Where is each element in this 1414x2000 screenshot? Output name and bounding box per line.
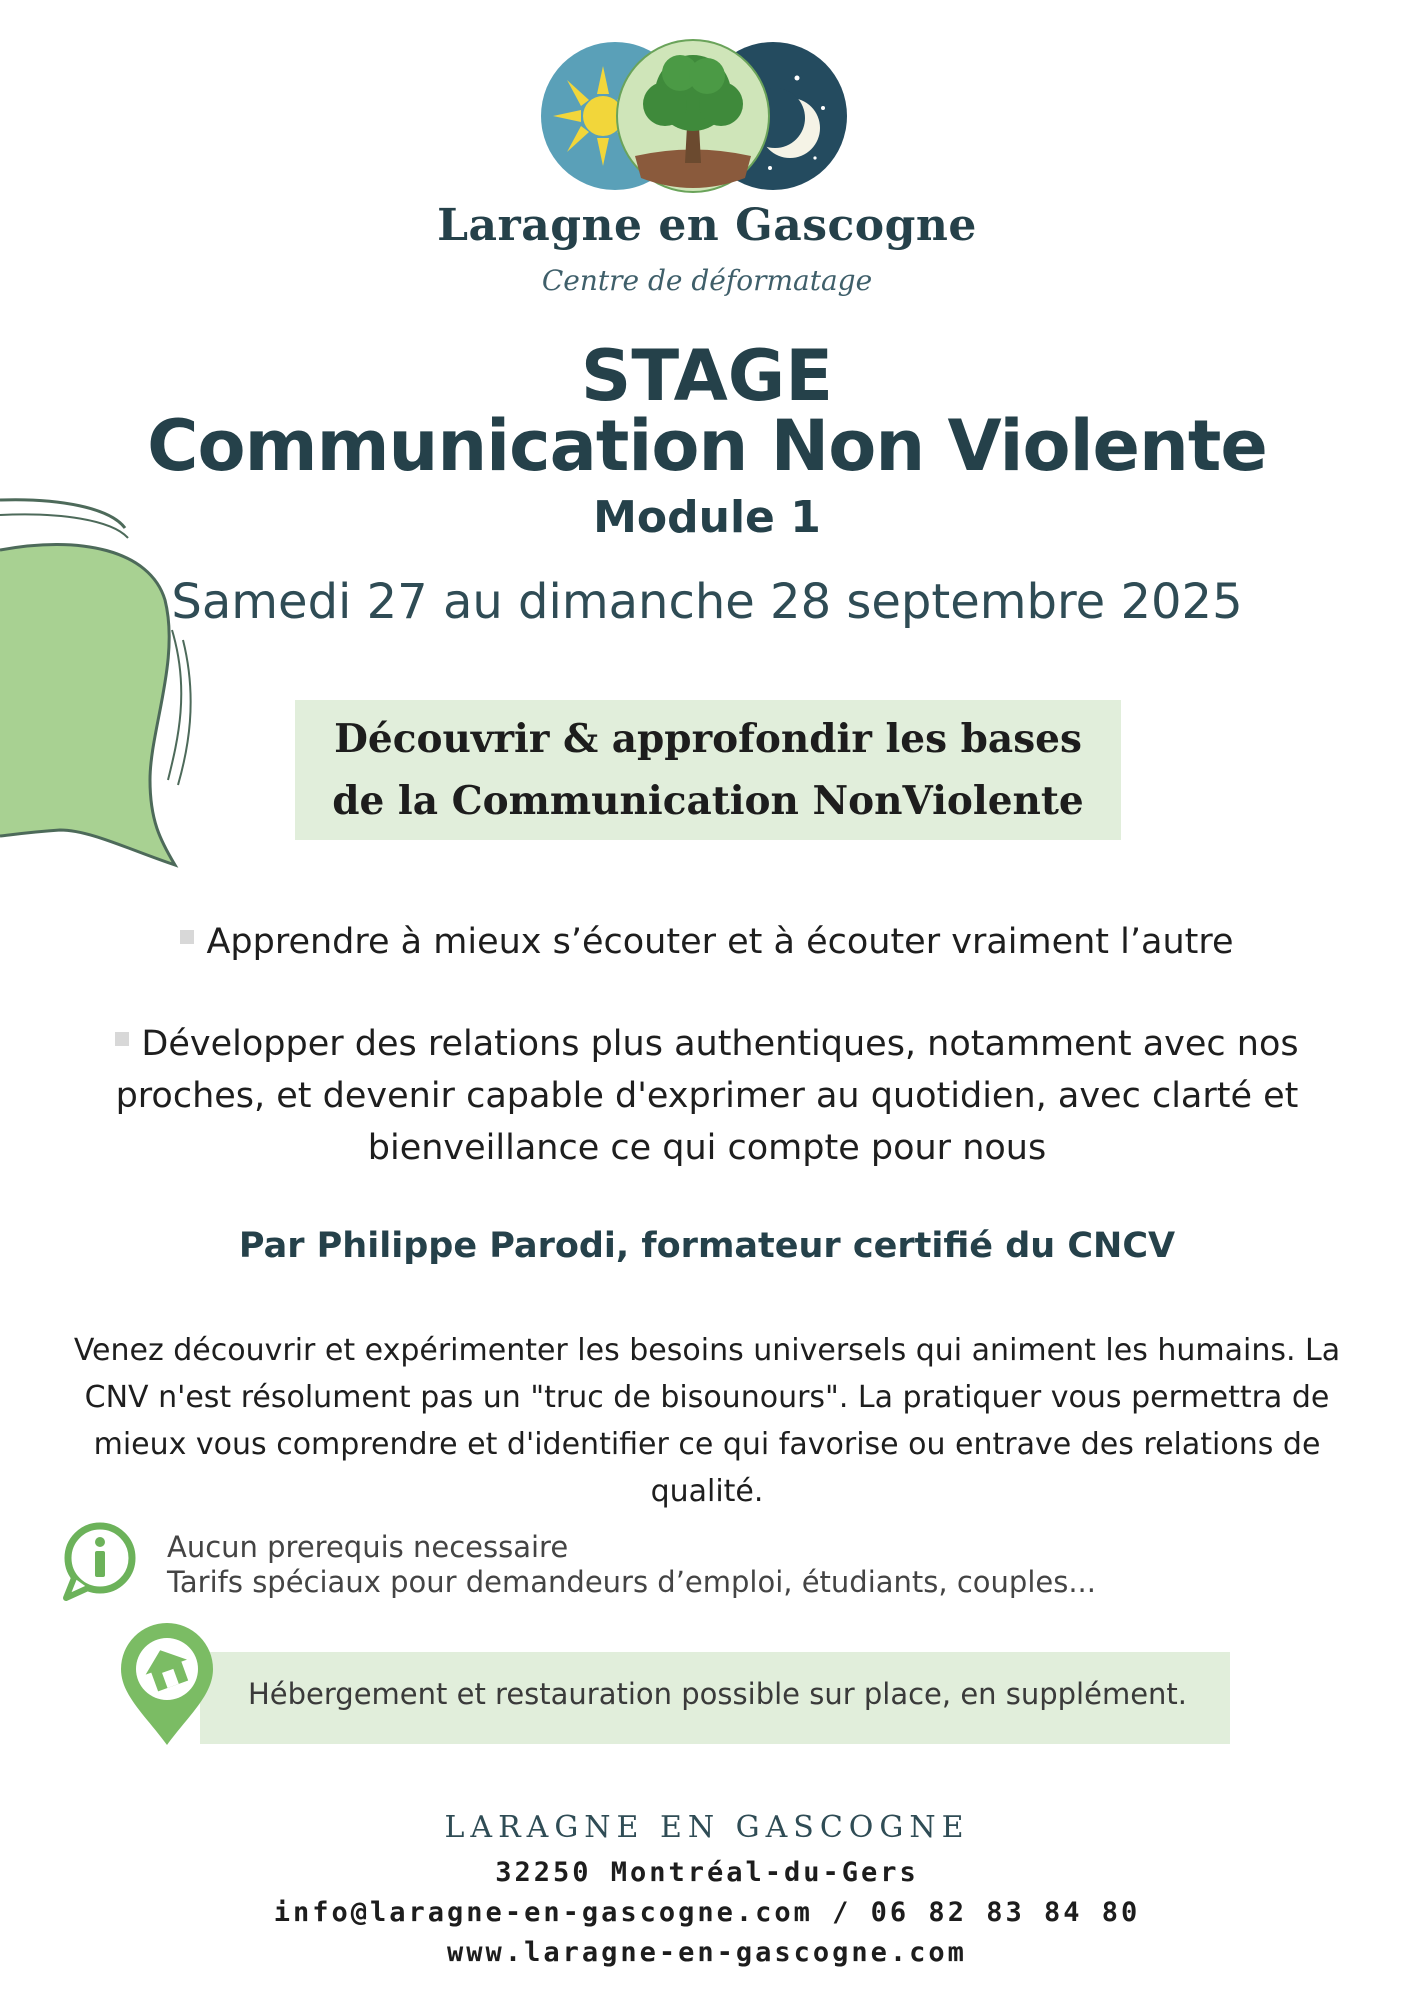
brand-name: Laragne en Gascogne — [437, 200, 977, 251]
tree-icon — [617, 40, 769, 192]
author-line: Par Philippe Parodi, formateur certifié du CNCV — [238, 1226, 1176, 1266]
description-line-1: Venez découvrir et expérimenter les besoins universels qui animent les humains. La — [73, 1333, 1341, 1368]
footer-name: LARAGNE EN GASCOGNE — [444, 1810, 970, 1845]
bullet-item — [100, 1018, 1314, 1174]
lodging-text: Hébergement et restauration possible sur place, en supplément. — [248, 1677, 1188, 1711]
description-line-3: mieux vous comprendre et d'identifier ce qui favorise ou entrave des relations de — [93, 1427, 1321, 1462]
logo-circles — [535, 38, 850, 203]
module-label: Module 1 — [593, 492, 821, 543]
footer-website[interactable]: www.laragne-en-gascogne.com — [447, 1937, 967, 1968]
description-line-4: qualité. — [650, 1474, 764, 1509]
info-line-2: Tarifs spéciaux pour demandeurs d’emploi, étudiants, couples... — [167, 1565, 1096, 1599]
home-location-icon — [115, 1623, 219, 1749]
highlight-box — [295, 700, 1121, 840]
stage-title: STAGE — [580, 335, 834, 417]
brand-tagline: Centre de déformatage — [541, 264, 873, 297]
bullet-item — [100, 916, 1314, 968]
course-title: Communication Non Violente — [147, 405, 1267, 487]
bullet-square-icon — [180, 930, 194, 944]
bullet-text: Apprendre à mieux s’écouter et à écouter vraiment l’autre — [206, 922, 1234, 962]
footer-contact[interactable]: info@laragne-en-gascogne.com / 06 82 83 84 80 — [273, 1897, 1141, 1928]
description-line-2: CNV n'est résolument pas un "truc de bisounours". La pratiquer vous permettra de — [84, 1380, 1330, 1415]
bullet-text-line-1: Développer des relations plus authentiques, notamment avec nos — [141, 1024, 1299, 1064]
bullet-text-line-3: bienveillance ce qui compte pour nous — [367, 1128, 1047, 1168]
info-icon — [60, 1520, 140, 1604]
info-line-1: Aucun prerequis necessaire — [167, 1530, 569, 1564]
highlight-line-2: de la Communication NonViolente — [332, 778, 1084, 824]
footer-address: 32250 Montréal-du-Gers — [495, 1857, 919, 1888]
highlight-line-1: Découvrir & approfondir les bases — [334, 716, 1082, 762]
event-dates: Samedi 27 au dimanche 28 septembre 2025 — [171, 574, 1243, 630]
bullet-square-icon — [115, 1032, 129, 1046]
description-paragraph — [55, 1327, 1359, 1515]
bullet-text-line-2: proches, et devenir capable d'exprimer au quotidien, avec clarté et — [115, 1076, 1299, 1116]
info-text — [167, 1530, 1096, 1600]
